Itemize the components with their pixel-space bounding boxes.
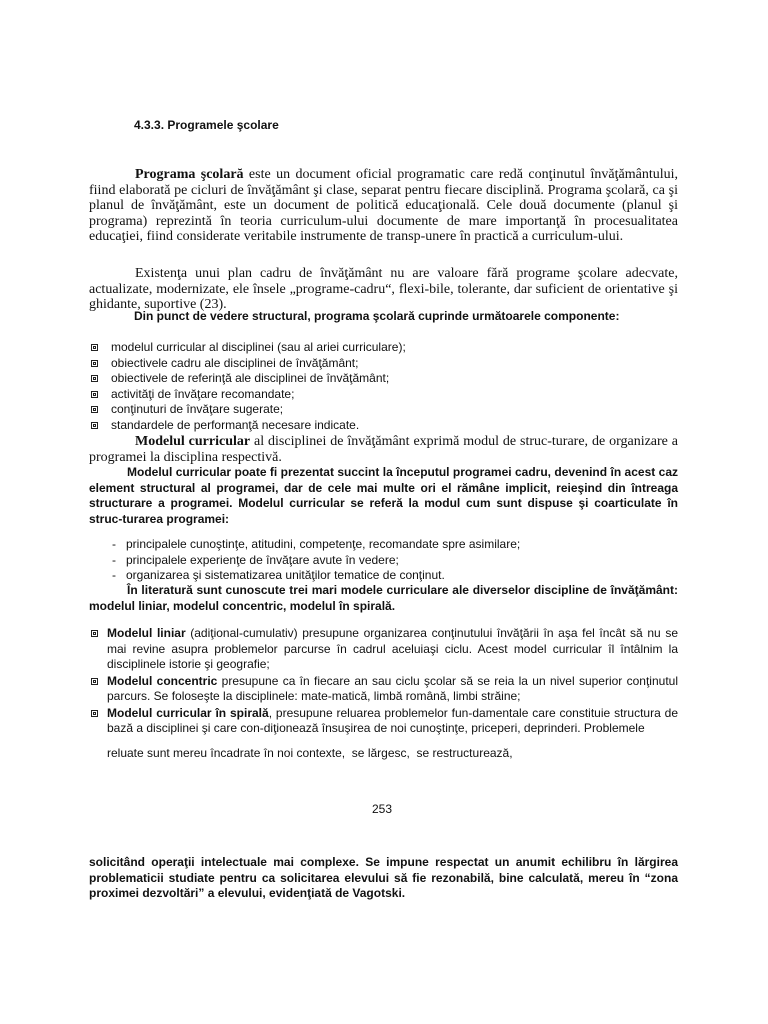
list-item: - principalele cunoştinţe, atitudini, competenţe, recomandate spre asimilare; bbox=[112, 537, 521, 551]
page-number: 253 bbox=[372, 802, 393, 816]
paragraph-programa-scolara bbox=[89, 167, 678, 245]
checkbox-bullet-icon bbox=[91, 360, 98, 367]
paragraph-model-prezentare: Modelul curricular poate fi prezentat succint la începutul programei cadru, devenind în acest caz element structural al programei, dar de cele mai multe ori el rămâne implicit, reieşind din întreaga structurare a programei. Modelul curricular se referă la modul cum sunt dispuse şi coarticulate în struc-turarea programei: bbox=[89, 465, 678, 526]
paragraph-text: este un document oficial programatic care redă conţinutul învăţământului, fiind elaborată pe cicluri de învăţământ şi clase, separat pentru fiecare disciplină. Programa şcolară, ca şi planul de învăţământ, este un document de politică educaţională. Cele două documente (planul şi programa) reprezintă în teoria curriculum-ului documente de mare importanţă în procesualitatea educaţiei, fiind considerate veritabile instrumente de transp-unere în practică a curriculum-ului. bbox=[89, 167, 679, 244]
continuation-line: reluate sunt mereu încadrate în noi contexte, se lărgesc, se restructurează, bbox=[107, 746, 513, 760]
list-item: Modelul curricular în spirală, presupune reluarea problemelor fun-damentale care constituie structura de bază a disciplinei şi care con-diţionează însuşirea de noi cunoştinţe, priceperi, deprinderi. Problemele bbox=[89, 706, 678, 737]
checkbox-bullet-icon bbox=[91, 422, 98, 429]
checkbox-bullet-icon bbox=[91, 678, 98, 685]
list-item: obiectivele cadru ale disciplinei de învăţământ; bbox=[89, 356, 678, 372]
dash-bullet-icon: - bbox=[112, 552, 116, 567]
paragraph-trei-modele: În literatură sunt cunoscute trei mari modele curriculare ale diverselor discipline de învăţământ: modelul liniar, modelul concentric, modelul în spirală. bbox=[89, 583, 678, 613]
checkbox-bullet-icon bbox=[91, 630, 98, 637]
paragraph-operatii: solicitând operaţii intelectuale mai complexe. Se impune respectat un anumit echilibru în lărgirea problematicii studiate pentru ca solicitarea elevului să fie rezonabilă, bine calculată, mereu în “zona proximei dezvoltări” a elevului, evidenţiată de Vagotski. bbox=[89, 855, 678, 900]
checkbox-bullet-icon bbox=[91, 710, 98, 717]
list-item: activităţi de învăţare recomandate; bbox=[89, 387, 678, 403]
section-heading: 4.3.3. Programele şcolare bbox=[134, 118, 279, 132]
models-list bbox=[89, 626, 678, 738]
list-item: Modelul liniar (adiţional-cumulativ) presupune organizarea conţinutului învăţării în aşa fel încât să nu se mai revine asupra problemelor parcurse în cadrul aceluiaşi ciclu. Acest model curricular îl întâlnim la disciplinele istorie şi geografie; bbox=[89, 626, 678, 673]
list-item: modelul curricular al disciplinei (sau al ariei curriculare); bbox=[89, 340, 678, 356]
components-list bbox=[89, 340, 678, 433]
list-item: - organizarea şi sistematizarea unităţilor tematice de conţinut. bbox=[112, 568, 445, 582]
list-item: standardele de performanţă necesare indicate. bbox=[89, 418, 678, 434]
list-item: Modelul concentric presupune ca în fiecare an sau ciclu şcolar să se reia la un nivel superior conţinutul parcurs. Se foloseşte la disciplinele: mate-matică, limbă română, limbi străine; bbox=[89, 674, 678, 705]
components-intro: Din punct de vedere structural, programa şcolară cuprinde următoarele componente: bbox=[134, 309, 620, 323]
paragraph-plan-cadru: Existenţa unui plan cadru de învăţământ nu are valoare fără programe şcolare adecvate, actualizate, modernizate, ele însele „programe-cadru“, flexi-bile, tolerante, dar suficient de orientative şi ghidante, suportive (23). bbox=[89, 266, 678, 312]
list-item: conţinuturi de învăţare sugerate; bbox=[89, 402, 678, 418]
dash-bullet-icon: - bbox=[112, 568, 116, 582]
dash-bullet-icon: - bbox=[112, 537, 116, 551]
paragraph-text: al disciplinei de învăţământ exprimă modul de struc-turare, de organizare a programei la disciplina respectivă. bbox=[89, 434, 679, 465]
checkbox-bullet-icon bbox=[91, 344, 98, 351]
paragraph-modelul-curricular bbox=[89, 434, 678, 465]
dash-list bbox=[112, 537, 672, 584]
list-item: - principalele experienţe de învăţare avute în vedere; bbox=[112, 552, 399, 567]
term-modelul-curricular: Modelul curricular bbox=[135, 434, 251, 449]
term-programa-scolara: Programa şcolară bbox=[135, 167, 244, 182]
checkbox-bullet-icon bbox=[91, 406, 98, 413]
checkbox-bullet-icon bbox=[91, 375, 98, 382]
checkbox-bullet-icon bbox=[91, 391, 98, 398]
list-item: obiectivele de referinţă ale disciplinei de învăţământ; bbox=[89, 371, 678, 387]
